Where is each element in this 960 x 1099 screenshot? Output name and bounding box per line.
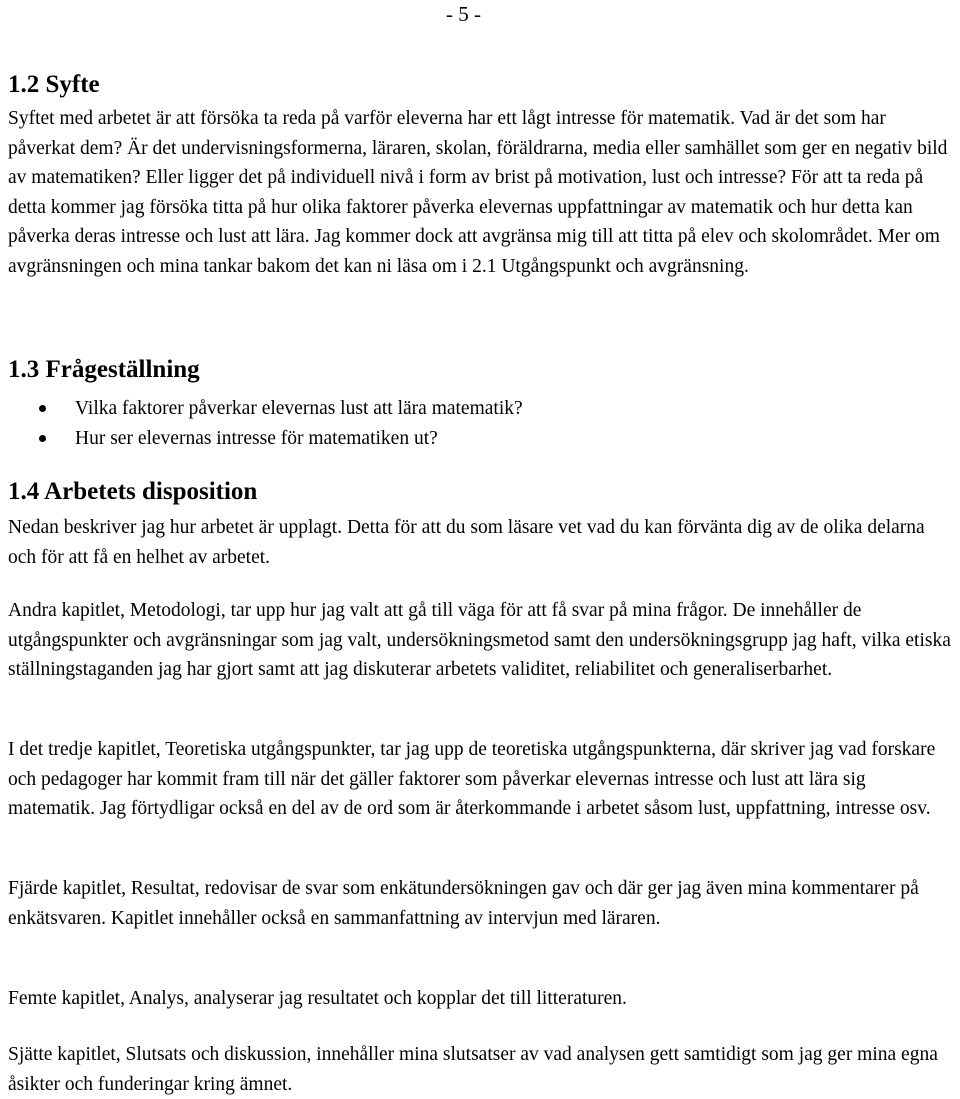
paragraph-chapter-6: Sjätte kapitlet, Slutsats och diskussion, innehåller mina slutsatser av vad analysen gett samtidigt som jag ger mina egna åsikter och funderingar kring ämnet.: [8, 1044, 938, 1095]
question-list: [8, 394, 523, 453]
list-item-text: Hur ser elevernas intresse för matematiken ut?: [75, 427, 438, 449]
paragraph-syfte: Syftet med arbetet är att försöka ta reda på varför eleverna har ett lågt intresse för matematik. Vad är det som har påverkat dem? Är det undervisningsformerna, läraren, skolan, föräldrarna, media eller samhället som ger en negativ bild av matematiken? Eller ligger det på individuell nivå i form av brist på motivation, lust och intresse? För att ta reda på detta kommer jag försöka titta på hur olika faktorer påverka elevernas uppfattningar av matematik och hur detta kan påverka deras intresse och lust att lära. Jag kommer dock att avgränsa mig till att titta på elev och skolområdet. Mer om avgränsningen och mina tankar bakom det kan ni läsa om i 2.1 Utgångspunkt och avgränsning.: [8, 108, 948, 277]
heading-fragestallning: 1.3 Frågeställning: [8, 356, 200, 383]
heading-syfte: 1.2 Syfte: [8, 71, 100, 98]
bullet-icon: [39, 435, 46, 442]
paragraph-chapter-4: Fjärde kapitlet, Resultat, redovisar de svar som enkätundersökningen gav och där ger jag även mina kommentarer på enkätsvaren. Kapitlet innehåller också en sammanfattning av intervjun med läraren.: [8, 878, 919, 929]
list-item-text: Vilka faktorer påverkar elevernas lust att lära matematik?: [75, 398, 523, 419]
paragraph-chapter-2: Andra kapitlet, Metodologi, tar upp hur jag valt att gå till väga för att få svar på mina frågor. De innehåller de utgångspunkter och avgränsningar som jag valt, undersökningsmetod samt den undersökningsgrupp jag haft, vilka etiska ställningstaganden jag har gjort samt att jag diskuterar arbetets validitet, reliabilitet och generaliserbarhet.: [8, 600, 951, 680]
paragraph-chapter-5: Femte kapitlet, Analys, analyserar jag resultatet och kopplar det till litteraturen.: [8, 988, 627, 1009]
bullet-icon: [39, 405, 46, 412]
page-number: - 5 -: [446, 2, 481, 26]
heading-disposition: 1.4 Arbetets disposition: [8, 478, 258, 505]
list-item: [8, 424, 523, 454]
list-item: [8, 394, 523, 424]
paragraph-disposition-intro: Nedan beskriver jag hur arbetet är upplagt. Detta för att du som läsare vet vad du kan förvänta dig av de olika delarna och för att få en helhet av arbetet.: [8, 517, 925, 568]
paragraph-chapter-3: I det tredje kapitlet, Teoretiska utgångspunkter, tar jag upp de teoretiska utgångspunkterna, där skriver jag vad forskare och pedagoger har kommit fram till när det gäller faktorer som påverkar elevernas intresse och lust att lära sig matematik. Jag förtydligar också en del av de ord som är återkommande i arbetet såsom lust, uppfattning, intresse osv.: [8, 739, 936, 819]
